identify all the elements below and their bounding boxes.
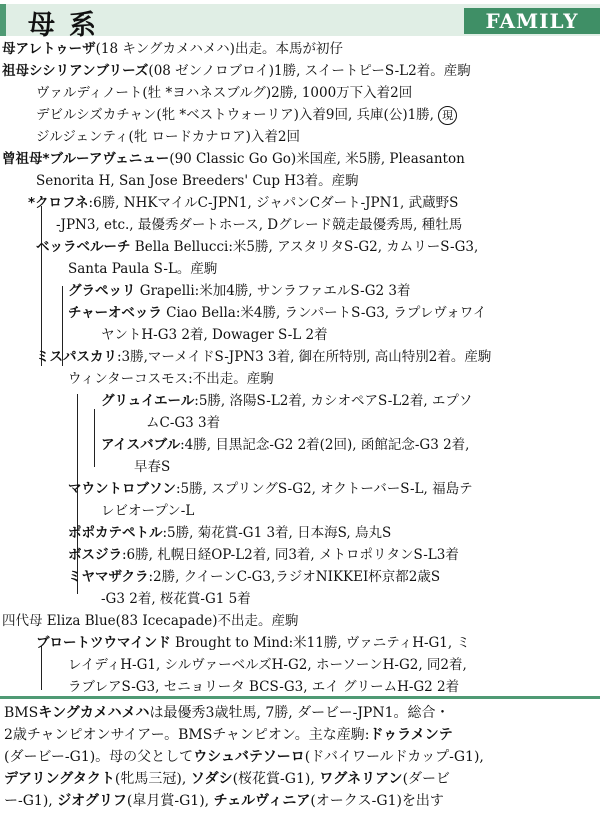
line-continuation: Santa Paula S-L。産駒 xyxy=(68,261,218,277)
line-grapelli: グラペッリ Grapelli:米加4勝, サンラファエルS-G2 3着 xyxy=(68,283,411,299)
line-winter-cosmos: ウィンターコスモス:不出走。産駒 xyxy=(68,371,274,387)
line-gruyere: グリュイエール:5勝, 洛陽S-L2着, カシオペアS-L2着, エプソ xyxy=(101,393,473,409)
line-kurofune: *クロフネ:6勝, NHKマイルC-JPN1, ジャパンCダート-JPN1, 武蔵野S xyxy=(28,195,459,211)
header-accent xyxy=(0,4,6,36)
line-ciao-bella: チャーオベッラ Ciao Bella:米4勝, ランパートS-G3, ラプレヴォワイ xyxy=(68,305,487,321)
section-header xyxy=(0,0,600,40)
line-bosujira: ボスジラ:6勝, 札幌日経OP-L2着, 同3着, メトロポリタンS-L3着 xyxy=(68,547,459,563)
line-continuation: ラブレアS-G3, セニョリータ BCS-G3, エイ グリームH-G2 2着 xyxy=(68,679,460,695)
bms-line: デアリングタクト(牝馬三冠), ソダシ(桜花賞-G1), ワグネリアン(ダービ xyxy=(4,771,451,787)
line-popocatepetl: ポポカテペトル:5勝, 菊花賞-G1 3着, 日本海S, 烏丸S xyxy=(68,525,392,541)
line-miss-pascali: ミスパスカリ:3勝,マーメイドS-JPN3 3着, 御在所特別, 高山特別2着。産駒 xyxy=(36,349,492,365)
line-miyama-zakura: ミヤマザクラ:2勝, クイーンC-G3,ラジオNIKKEI杯京都2歳S xyxy=(68,569,441,585)
line-brought-to-mind: ブロートツウマインド Brought to Mind:米11勝, ヴァニティH-G1, ミ xyxy=(36,635,470,651)
line-great-granddam: 曾祖母*ブルーアヴェニュー(90 Classic Go Go)米国産, 米5勝, Pleasanton xyxy=(2,151,465,167)
line-continuation: -G3 2着, 桜花賞-G1 5着 xyxy=(101,591,251,607)
line-offspring: ジルジェンティ(牝 ロードカナロア)入着2回 xyxy=(36,129,300,145)
line-granddam: 祖母シシリアンブリーズ(08 ゼンノロブロイ)1勝, スイートピーS-L2着。産駒 xyxy=(2,63,471,79)
line-mount-robson: マウントロブソン:5勝, スプリングS-G2, オクトーバーS-L, 福島テ xyxy=(68,481,473,497)
bms-line: 2歳チャンピオンサイアー。BMSチャンピオン。主な産駒:ドゥラメンテ xyxy=(4,727,453,743)
bms-line: ー-G1), ジオグリフ(皐月賞-G1), チェルヴィニア(オークス-G1)を出す xyxy=(4,793,444,809)
line-continuation: レイディH-G1, シルヴァーベルズH-G2, ホーソーンH-G2, 同2着, xyxy=(68,657,467,673)
tree-line-level4 xyxy=(94,409,95,467)
family-badge: FAMILY xyxy=(464,8,600,34)
line-dam: 母アレトゥーザ(18 キングカメハメハ)出走。本馬が初仔 xyxy=(2,41,343,57)
bms-line: (ダービー-G1)。母の父としてウシュバテソーロ(ドバイワールドカップ-G1), xyxy=(4,749,484,765)
line-continuation: 早春S xyxy=(134,459,171,475)
line-fourth-dam: 四代母 Eliza Blue(83 Icecapade)不出走。産駒 xyxy=(2,613,299,629)
line-bella-bellucci: ベッラベルーチ Bella Bellucci:米5勝, アスタリタS-G2, カムリーS-G3, xyxy=(36,239,479,255)
line-offspring: デビルシズカチャン(牝 *ベストウォーリア)入着9回, 兵庫(公)1勝, 現 xyxy=(36,104,457,126)
current-mark: 現 xyxy=(438,106,457,125)
tree-line-level1 xyxy=(41,206,42,366)
section-divider xyxy=(0,696,600,699)
line-continuation: ムC-G3 3着 xyxy=(146,415,221,431)
line-continuation: レビオープン-L xyxy=(101,503,195,519)
line-continuation: -JPN3, etc., 最優秀ダートホース, Dグレード競走最優秀馬, 種牡馬 xyxy=(56,217,463,233)
line-continuation: Senorita H, San Jose Breeders' Cup H3着。産駒 xyxy=(36,173,359,189)
bms-line: BMSキングカメハメハは最優秀3歳牡馬, 7勝, ダービー-JPN1。総合・ xyxy=(4,705,450,721)
line-ice-bubble: アイスバブル:4勝, 目黒記念-G2 2着(2回), 函館記念-G3 2着, xyxy=(101,437,470,453)
line-offspring: ヴァルディノート(牡 *ヨハネスブルグ)2勝, 1000万下入着2回 xyxy=(36,85,413,101)
section-title: 母系 xyxy=(28,10,110,41)
line-continuation: ヤントH-G3 2着, Dowager S-L 2着 xyxy=(101,327,328,343)
